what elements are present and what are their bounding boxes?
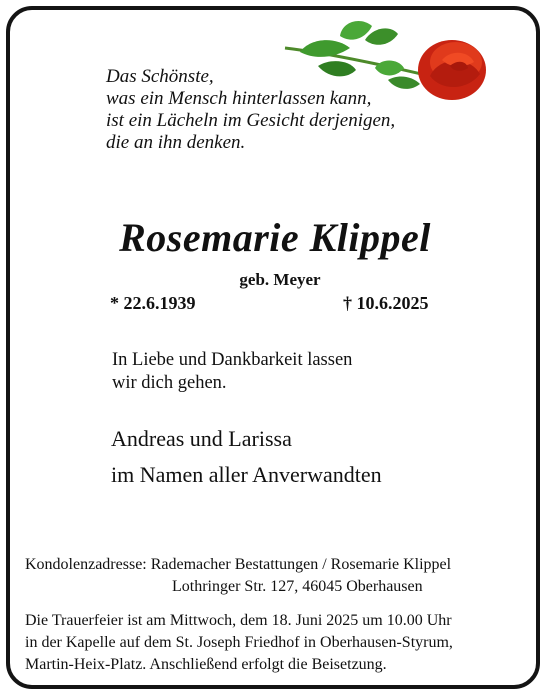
service-line: in der Kapelle auf dem St. Joseph Friedhof in Oberhausen-Styrum, — [25, 634, 453, 651]
service-line: Die Trauerfeier ist am Mittwoch, dem 18. Juni 2025 um 10.00 Uhr — [25, 612, 452, 629]
mourners-names: Andreas und Larissa — [111, 426, 292, 451]
quote-line: die an ihn denken. — [106, 132, 246, 153]
maiden-name: geb. Meyer — [239, 270, 321, 289]
memorial-quote — [106, 66, 395, 154]
death-date: † 10.6.2025 — [343, 293, 429, 313]
mourners-relatives: im Namen aller Anverwandten — [111, 462, 382, 487]
condolence-street: Lothringer Str. 127, 46045 Oberhausen — [172, 578, 423, 595]
deceased-name: Rosemarie Klippel — [119, 215, 431, 260]
funeral-service-info — [25, 610, 453, 676]
farewell-line: wir dich gehen. — [112, 373, 227, 393]
condolence-address: Kondolenzadresse: Rademacher Bestattungen / Rosemarie Klippel — [25, 556, 452, 573]
quote-line: ist ein Lächeln im Gesicht derjenigen, — [106, 110, 396, 131]
farewell-text — [112, 349, 352, 395]
farewell-line: In Liebe und Dankbarkeit lassen — [112, 350, 353, 370]
quote-line: was ein Mensch hinterlassen kann, — [106, 88, 372, 109]
quote-line: Das Schönste, — [106, 66, 214, 87]
birth-date: * 22.6.1939 — [110, 293, 196, 313]
service-line: Martin-Heix-Platz. Anschließend erfolgt die Beisetzung. — [25, 656, 387, 673]
